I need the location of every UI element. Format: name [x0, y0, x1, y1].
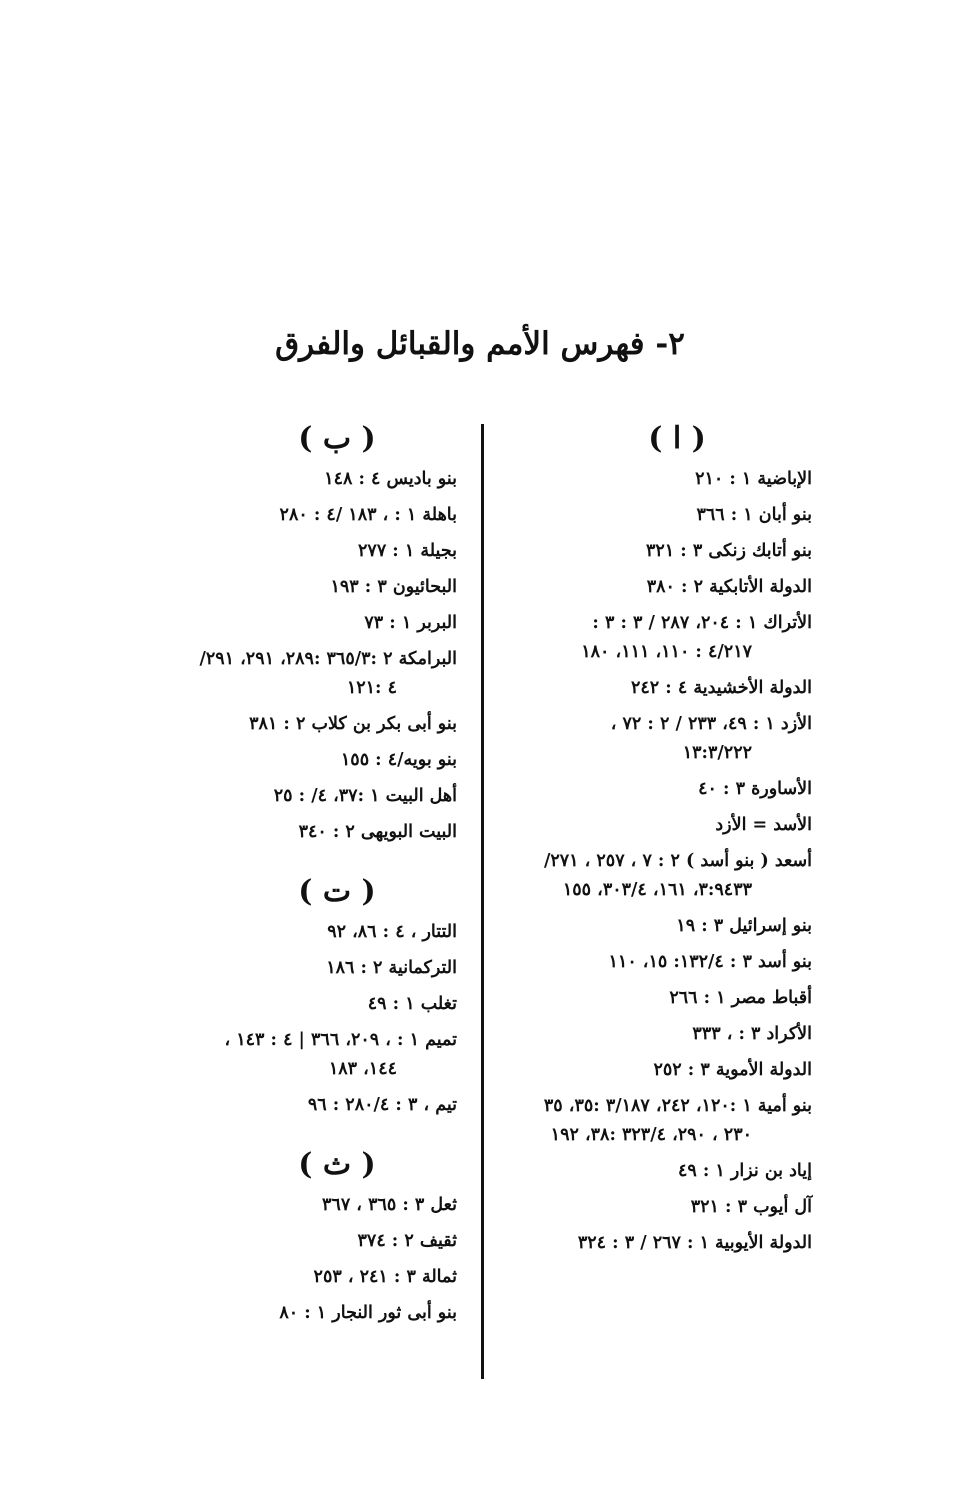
column-alif — [482, 415, 812, 1265]
entry-line: بنو باديس ٤ : ١٤٨ — [324, 469, 457, 489]
index-entry — [482, 811, 812, 840]
section-letter-heading: ( ت ) — [298, 874, 376, 909]
entry-line: الأزد ١ : ٤٩، ٢٣٣ / ٢ : ٧٢ ، — [610, 714, 812, 734]
index-entry — [482, 1193, 812, 1222]
section-letter-heading: ( ث ) — [298, 1147, 376, 1182]
index-entry — [482, 1020, 812, 1049]
index-entry — [117, 537, 457, 566]
index-entry — [117, 990, 457, 1019]
entry-line: ثمالة ٣ : ٢٤١ ، ٢٥٣ — [313, 1267, 457, 1287]
entry-line: بنو أبى ثور النجار ١ : ٨٠ — [279, 1303, 457, 1323]
index-entry — [482, 465, 812, 494]
index-entry — [117, 710, 457, 739]
entry-continuation-line: ٣:٩٤٣٣، ١٦١، ٣٠٣/٤، ١٥٥ — [562, 880, 752, 900]
section-gap — [117, 1127, 457, 1141]
index-entry — [117, 573, 457, 602]
column-divider — [481, 424, 484, 1379]
index-entry — [117, 782, 457, 811]
entry-line: باهلة ١ : ، ١٨٣ /٤ : ٢٨٠ — [279, 505, 457, 525]
entry-continuation-line: ١٣:٣/٢٢٢ — [682, 743, 752, 763]
index-entry — [482, 674, 812, 703]
entry-line: أقباط مصر ١ : ٢٦٦ — [669, 988, 812, 1008]
entry-line: آل أيوب ٣ : ٣٢١ — [690, 1197, 812, 1217]
entry-continuation-line: ٢٣٠ ، ٢٩٠، ٣٢٣/٤ :٣٨، ١٩٢ — [550, 1125, 752, 1145]
entry-line: البحائيون ٣ : ١٩٣ — [330, 577, 457, 597]
column-ba-ta-tha — [117, 415, 457, 1335]
entry-line: بنو أمية ١ :١٢٠، ٢٤٢، ٣/١٨٧ :٣٥، ٣٥ — [543, 1096, 812, 1116]
index-entry — [117, 1091, 457, 1120]
entry-line: أسعد ( بنو أسد ) ٢ : ٧ ، ٢٥٧ ، ٢٧١/ — [543, 851, 812, 871]
entry-line: التتار ، ٤ : ٨٦، ٩٢ — [327, 922, 457, 942]
entry-line: الدولة الأتابكية ٢ : ٣٨٠ — [646, 577, 812, 597]
index-entry — [482, 1157, 812, 1186]
entry-line: تميم ١ : ، ٢٠٩، ٣٦٦ | ٤ : ١٤٣ ، — [224, 1030, 457, 1050]
entry-line: الدولة الأيوبية ١ : ٢٦٧ / ٣ : ٣٢٤ — [577, 1233, 812, 1253]
index-entry — [482, 609, 812, 667]
index-entry — [117, 1191, 457, 1220]
entry-line: البربر ١ : ٧٣ — [364, 613, 457, 633]
entry-line: الإباضية ١ : ٢١٠ — [695, 469, 812, 489]
entry-line: بنو أتابك زنكى ٣ : ٣٢١ — [646, 541, 812, 561]
index-entry — [482, 912, 812, 941]
index-entry — [482, 501, 812, 530]
index-entry — [117, 746, 457, 775]
index-entry — [482, 847, 812, 905]
entry-line: الدولة الأموية ٣ : ٢٥٢ — [653, 1060, 812, 1080]
entry-line: الأساورة ٣ : ٤٠ — [698, 779, 812, 799]
entry-line: بنو إسرائيل ٣ : ١٩ — [676, 916, 812, 936]
entry-line: الأتراك ١ : ٢٠٤، ٢٨٧ / ٣ : ٣ : — [592, 613, 812, 633]
index-entry — [482, 1056, 812, 1085]
index-entry — [117, 1299, 457, 1328]
index-entry — [117, 465, 457, 494]
entry-continuation-line: ١٤٤، ١٨٣ — [328, 1059, 397, 1079]
entry-line: بجيلة ١ : ٢٧٧ — [358, 541, 457, 561]
index-entry — [117, 1263, 457, 1292]
entry-line: بنو بويه/٤ : ١٥٥ — [340, 750, 457, 770]
entry-line: التركمانية ٢ : ١٨٦ — [326, 958, 457, 978]
entry-line: بنو أبى بكر بن كلاب ٢ : ٣٨١ — [249, 714, 457, 734]
index-entry — [117, 501, 457, 530]
entry-line: بنو أبان ١ : ٣٦٦ — [696, 505, 812, 525]
section-gap — [117, 854, 457, 868]
index-entry — [482, 984, 812, 1013]
index-entry — [117, 1227, 457, 1256]
entry-line: الأكراد ٣ : ، ٣٣٣ — [692, 1024, 812, 1044]
index-entry — [482, 1229, 812, 1258]
index-entry — [117, 818, 457, 847]
entry-line: الأسد = الأزد — [715, 815, 812, 835]
entry-continuation-line: ٤ :١٢١ — [346, 678, 397, 698]
entry-line: البرامكة ٢ :٣٦٥/٣ :٢٨٩، ٢٩١، ٢٩١/ — [199, 649, 457, 669]
index-entry — [117, 1026, 457, 1084]
entry-line: تيم ، ٣ : ٢٨٠/٤ : ٩٦ — [307, 1095, 457, 1115]
page-title: ٢- فهرس الأمم والقبائل والفرق — [275, 326, 685, 362]
entry-line: ثقيف ٢ : ٣٧٤ — [357, 1231, 457, 1251]
entry-line: تغلب ١ : ٤٩ — [367, 994, 457, 1014]
index-entry — [482, 710, 812, 768]
index-entry — [482, 775, 812, 804]
index-entry — [482, 1092, 812, 1150]
index-entry — [117, 645, 457, 703]
index-entry — [482, 537, 812, 566]
entry-continuation-line: ٤/٢١٧ : ١١٠، ١١١، ١٨٠ — [581, 642, 752, 662]
entry-line: الدولة الأخشيدية ٤ : ٢٤٢ — [631, 678, 812, 698]
entry-line: إياد بن نزار ١ : ٤٩ — [677, 1161, 812, 1181]
section-letter-heading: ( ا ) — [648, 421, 706, 456]
entry-line: أهل البيت ١ :٣٧، ٤/ : ٢٥ — [273, 786, 457, 806]
entry-line: البيت البويهى ٢ : ٣٤٠ — [298, 822, 457, 842]
index-entry — [117, 609, 457, 638]
index-entry — [482, 573, 812, 602]
index-entry — [117, 918, 457, 947]
index-entry — [482, 948, 812, 977]
entry-line: بنو أسد ٣ : ١٣٢/٤: ١٥، ١١٠ — [608, 952, 812, 972]
index-entry — [117, 954, 457, 983]
entry-line: ثعل ٣ : ٣٦٥ ، ٣٦٧ — [322, 1195, 457, 1215]
section-letter-heading: ( ب ) — [298, 421, 376, 456]
